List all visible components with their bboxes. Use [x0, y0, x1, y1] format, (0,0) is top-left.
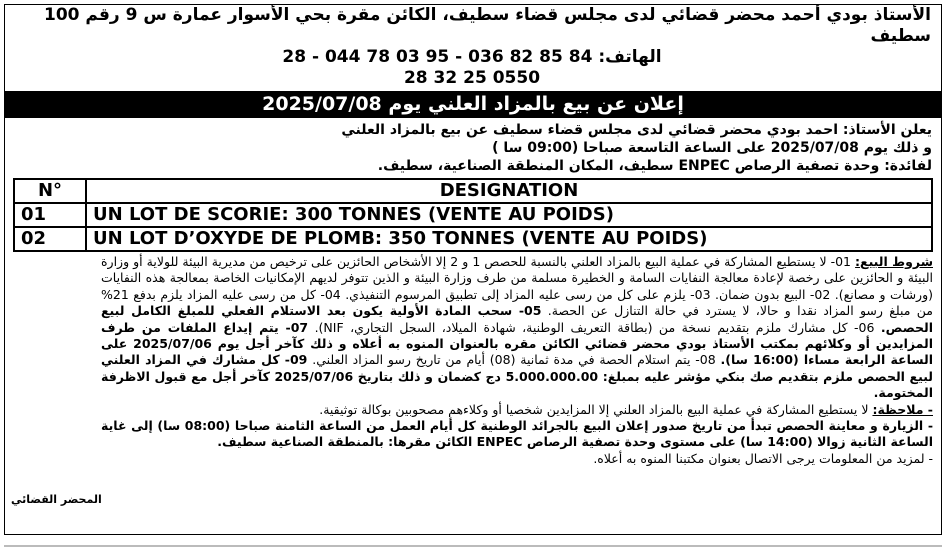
header-phones: [13, 47, 931, 68]
auction-banner: إعلان عن بيع بالمزاد العلني يوم 2025/07/08: [5, 91, 941, 118]
header-mobile: 0550 25 32 28: [403, 68, 541, 88]
notice-line-1: يعلن الأستاذ: احمد بودي محضر قضائي لدى مجلس قضاء سطيف عن بيع بالمزاد العلني: [341, 122, 932, 138]
visit-text: - الزيارة و معاينة الحصص تبدأ من تاريخ صدور إعلان البيع بالجرائد الوطنية كل أيام العمل من الساعة الثامنة صباحا (08:00 سا) إلى غاية الساعة الثانية زوالا (14:00 سا) على مستوى وحدة تصفية الرصاص ENPEC الكائن مقرها: بالمنطقة الصناعية سطيف.: [101, 418, 934, 450]
sale-conditions: [5, 254, 941, 467]
condition-text: 07- يتم إيداع الملفات من طرف المزايدين أو وكلائهم بمكتب الأستاذ بودي محضر قضائي الكائن مقره بالعنوان المنوه به أعلاه و ذلك كآخر أجل يوم 2025/07/06 على الساعة الرابعة مساءا (16:00 سا).: [101, 319, 934, 368]
header-address: الأستاذ بودي أحمد محضر قضائي لدى مجلس قضاء سطيف، الكائن مقرة بحي الأسوار عمارة س 9 رقم 100 سطيف: [44, 5, 931, 46]
conditions-title: شروط البيع:: [855, 254, 933, 269]
condition-text: 06- كل مشارك ملزم بتقديم نسخة من (بطاقة التعريف الوطنية، شهادة الميلاد، السجل التجاري، NIF).: [314, 319, 875, 335]
conditions-body: [101, 254, 933, 402]
contact-info: - لمزيد من المعلومات يرجى الاتصال بعنوان مكتبنا المنوه به أعلاه.: [593, 450, 933, 466]
note: [101, 402, 933, 418]
lot-number: 02: [14, 227, 86, 251]
table-header-row: [14, 179, 932, 203]
note-title: - ملاحظة:: [872, 401, 933, 417]
visit-info: [101, 418, 933, 451]
condition-text: 01- لا يستطيع المشاركة في عملية البيع بالمزاد العلني بالنسبة للحصص 1 و 2 إلا الأشخاص الحائزين على ترخيص من مديرية البيئة للولاية أو وزارة البيئة و الحائزين على رخصة لإعادة معالجة النفايات السامة و الخطيرة مسلمة من طرف وزارة البيئة و الذين تتوفر لديهم الإمكانيات الخاصة بمعالجة هذه النفايات (ورشات و مصانع). 02- البيع بدون ضمان. 03- يلزم على كل من رسى عليه المزاد إلى تطبيق المرسوم التنفيذي. 04- كل من رسى عليه المزاد يلزم بدفع 21% من مبلغ رسو المزاد نقدا و حالا، لا يسترد في حالة التنازل عن الحصة.: [101, 254, 933, 319]
table-row: [14, 203, 932, 227]
lot-number: 01: [14, 203, 86, 227]
note-text: لا يستطيع المشاركة في عملية البيع بالمزاد العلني إلا المزايدين شخصيا أو وكلاءهم مصحوبين بوكالة توثيقية.: [319, 401, 869, 417]
condition-text: 08- يتم استلام الحصة في مدة ثمانية (08) أيام من تاريخ رسو المزاد العلني.: [312, 352, 716, 368]
lot-designation: UN LOT D’OXYDE DE PLOMB: 350 TONNES (VENTE AU POIDS): [86, 227, 932, 251]
condition-text: 05- سحب المادة الأولية يكون بعد الاستلام الفعلي للمبلغ الكامل لبيع الحصص.: [101, 303, 933, 335]
column-header-designation: DESIGNATION: [86, 179, 932, 203]
column-header-number: N°: [14, 179, 86, 203]
legal-notice: [4, 4, 942, 535]
header-phone-line: الهاتف: 84 85 82 036 - 95 03 78 044 - 28: [282, 47, 662, 67]
lots-table: [13, 178, 933, 252]
signature: المحضر القضائي: [11, 493, 102, 506]
auction-notice: [5, 121, 941, 175]
divider: [4, 545, 942, 547]
notice-line-3: لفائدة: وحدة تصفية الرصاص ENPEC سطيف، المكان المنطقة الصناعية، سطيف.: [377, 158, 932, 174]
condition-text: 09- كل مشارك في المزاد العلني لبيع الحصص ملزم بتقديم صك بنكي مؤشر عليه بمبلغ: 5.000.000.00 دج كضمان و ذلك بتاريخ 2025/07/06 كآخر أجل مع قبول الاظرفة المختومة.: [101, 352, 933, 401]
lot-designation: UN LOT DE SCORIE: 300 TONNES (VENTE AU POIDS): [86, 203, 932, 227]
table-row: [14, 227, 932, 251]
notice-line-2: و ذلك يوم 2025/07/08 على الساعة التاسعة صباحا (09:00 سا ): [492, 140, 932, 156]
bailiff-header: [5, 5, 941, 89]
